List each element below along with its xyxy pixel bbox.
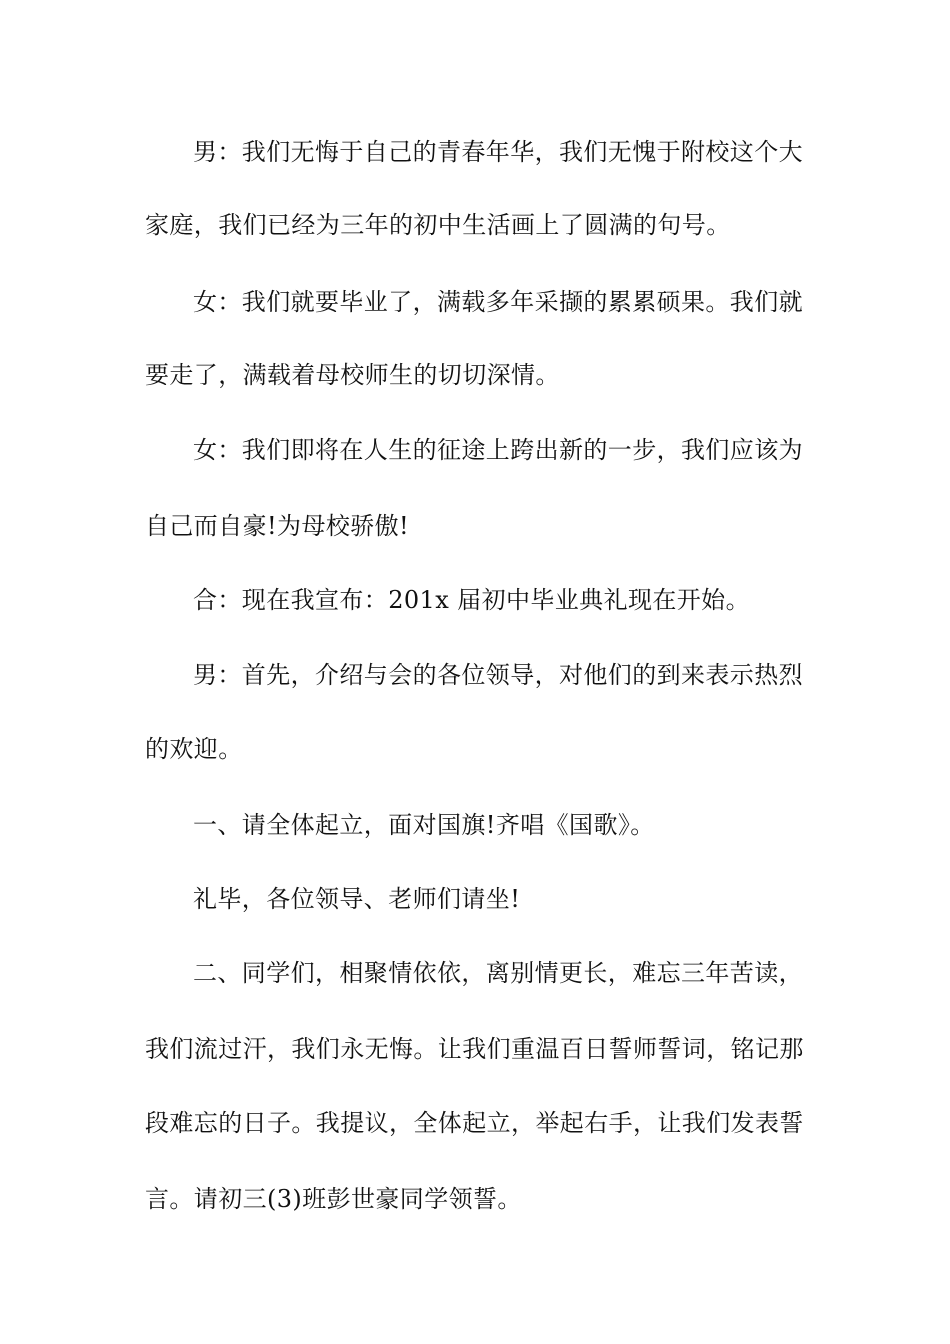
paragraph-line: 要走了，满载着母校师生的切切深情。 [145, 361, 560, 389]
paragraph-line: 自己而自豪!为母校骄傲! [145, 512, 410, 540]
paragraph-line: 一、请全体起立，面对国旗!齐唱《国歌》。 [193, 811, 655, 839]
paragraph-line: 男：首先，介绍与会的各位领导，对他们的到来表示热烈 [193, 661, 803, 689]
paragraph-line: 我们流过汗，我们永无悔。让我们重温百日誓师誓词，铭记那 [145, 1035, 804, 1063]
paragraph-line: 合：现在我宣布：201x 届初中毕业典礼现在开始。 [193, 586, 750, 614]
paragraph-line: 言。请初三(3)班彭世豪同学领誓。 [145, 1185, 522, 1213]
paragraph-line: 女：我们就要毕业了，满载多年采撷的累累硕果。我们就 [193, 288, 803, 316]
paragraph-line: 礼毕，各位领导、老师们请坐! [193, 885, 521, 913]
paragraph-line: 家庭，我们已经为三年的初中生活画上了圆满的句号。 [145, 211, 731, 239]
paragraph-line: 段难忘的日子。我提议，全体起立，举起右手，让我们发表誓 [145, 1109, 804, 1137]
paragraph-line: 二、同学们，相聚情依依，离别情更长，难忘三年苦读， [193, 959, 803, 987]
paragraph-line: 男：我们无悔于自己的青春年华，我们无愧于附校这个大 [193, 138, 803, 166]
paragraph-line: 的欢迎。 [145, 735, 243, 763]
paragraph-line: 女：我们即将在人生的征途上跨出新的一步，我们应该为 [193, 436, 803, 464]
